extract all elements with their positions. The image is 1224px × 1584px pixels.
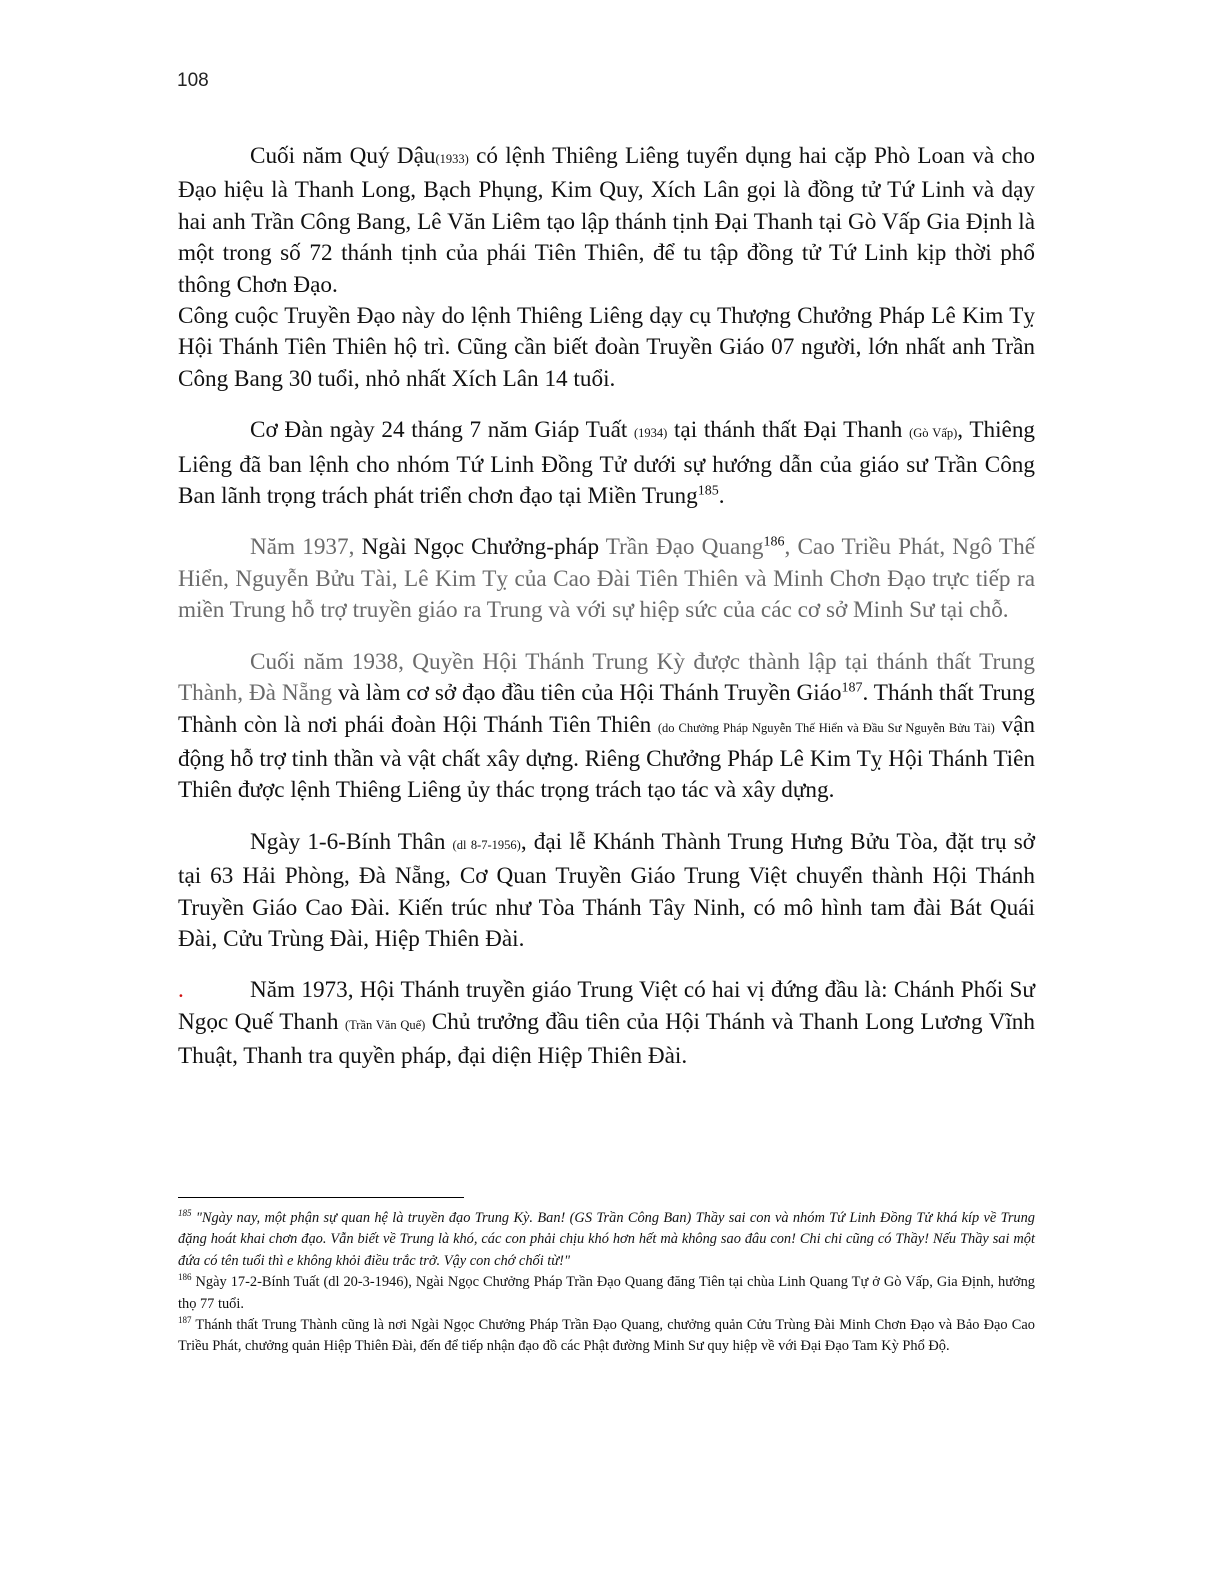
text-run: có lệnh Thiêng Liêng tuyển dụng hai cặp Phò Loan và cho Đạo hiệu là Thanh Long, Bạch Phụng, Kim Quy, Xích Lân gọi là đồng tử Tứ Linh và dạy hai anh Trần Công Bang, Lê Văn Liêm tạo lập thánh tịnh Đại Thanh tại Gò Vấp Gia Định là một trong số 72 thánh tịnh của phái Tiên Thiên, để tu tập đồng tử Tứ Linh kịp thời phổ thông Chơn Đạo. <box>178 143 1035 298</box>
text-run: Ngài Ngọc Chưởng-pháp <box>361 534 600 561</box>
body-text <box>178 141 1035 1073</box>
text-run: . Thánh thất Trung Thành còn là nơi phái đoàn Hội Thánh Tiên Thiên <box>178 680 1036 738</box>
footnote-number: 185 <box>178 1208 192 1219</box>
footnote-ref-186[interactable]: 186 <box>763 534 785 550</box>
footnote-187 <box>178 1315 1035 1358</box>
text-run: Ngày 1-6-Bính Thân <box>250 828 453 855</box>
name-note: (Trần Văn Quế) <box>344 1017 426 1032</box>
paragraph-1973 <box>178 975 1035 1072</box>
text-run: . <box>718 483 725 510</box>
footnote-separator <box>178 1197 464 1198</box>
paragraph-truyen-dao: Công cuộc Truyền Đạo này do lệnh Thiêng Liêng dạy cụ Thượng Chưởng Pháp Lê Kim Tỵ Hội Thánh Tiên Thiên hộ trì. Cũng cần biết đoàn Truyền Giáo 07 người, lớn nhất anh Trần Công Bang 30 tuổi, nhỏ nhất Xích Lân 14 tuổi. <box>178 303 1035 392</box>
footnote-186 <box>178 1272 1035 1315</box>
footnote-ref-187[interactable]: 187 <box>841 680 863 696</box>
footnote-185 <box>178 1208 1035 1272</box>
year-note: (1933) <box>435 152 469 166</box>
place-note: (Gò Vấp) <box>909 426 958 441</box>
footnote-ref-185[interactable]: 185 <box>697 483 719 499</box>
text-run: tại thánh thất Đại Thanh <box>667 417 910 444</box>
paragraph-1938 <box>178 647 1035 807</box>
text-run: Trần Đạo Quang <box>599 534 764 561</box>
footnotes <box>178 1208 1035 1358</box>
text-run: Năm 1973, Hội Thánh truyền giáo Trung Việt có hai vị đứng đầu là: Chánh Phối Sư Ngọc Quế Thanh <box>178 977 1035 1035</box>
date-note: (dl 8-7-1956) <box>452 837 521 852</box>
footnote-text: "Ngày nay, một phận sự quan hệ là truyền đạo Trung Kỳ. Ban! (GS Trần Công Ban) Thầy sai con và nhóm Tứ Linh Đồng Tử khá kíp về Trung đặng hoát khai chơn đạo. Vẫn biết về Trung là khó, các con phải chịu khó hơn hết mà không sao đâu con! Chi chi cũng có Thầy! Nếu Thầy sai một đứa có tên tuổi thì e không khỏi điều trắc trở. Vậy con chớ chối từ!" <box>178 1210 1035 1269</box>
text-run: Cuối năm Quý Dậu <box>250 143 436 169</box>
paragraph-1956 <box>178 827 1035 956</box>
paragraph-1933 <box>178 141 1035 301</box>
text-run: , Thiêng Liêng đã ban lệnh cho nhóm Tứ Linh Đồng Tử dưới sự hướng dẫn của giáo sư Trần Công Ban lãnh trọng trách phát triển chơn đạo tại Miền Trung <box>178 417 1036 510</box>
red-dot-mark: . <box>178 977 184 1004</box>
footnote-text: Ngày 17-2-Bính Tuất (dl 20-3-1946), Ngài Ngọc Chưởng Pháp Trần Đạo Quang đăng Tiên tại chùa Linh Quang Tự ở Gò Vấp, Gia Định, hưởng thọ 77 tuổi. <box>178 1274 1035 1312</box>
text-run: , đại lễ Khánh Thành Trung Hưng Bửu Tòa, đặt trụ sở tại 63 Hải Phòng, Đà Nẵng, Cơ Quan Truyền Giáo Trung Việt chuyển thành Hội Thánh Truyền Giáo Cao Đài. Kiến trúc như Tòa Thánh Tây Ninh, có mô hình tam đài Bát Quái Đài, Cửu Trùng Đài, Hiệp Thiên Đài. <box>178 828 1035 952</box>
text-run: Năm 1937, <box>250 534 362 561</box>
text-run: Chủ trưởng đầu tiên của Hội Thánh và Thanh Long Lương Vĩnh Thuật, Thanh tra quyền pháp, đại diện Hiệp Thiên Đài. <box>178 1008 1035 1070</box>
text-run: Cơ Đàn ngày 24 tháng 7 năm Giáp Tuất <box>250 417 634 444</box>
parenthetical-note: (do Chưởng Pháp Nguyễn Thế Hiển và Đầu Sư Nguyễn Bửu Tài) <box>657 720 995 735</box>
text-run: vận động hỗ trợ tinh thần và vật chất xây dựng. Riêng Chưởng Pháp Lê Kim Tỵ Hội Thánh Tiên Thiên được lệnh Thiêng Liêng ủy thác trọng trách tạo tác và xây dựng. <box>178 711 1035 804</box>
footnote-number: 187 <box>178 1315 192 1326</box>
text-run: , Cao Triều Phát, Ngô Thế Hiển, Nguyễn Bửu Tài, Lê Kim Tỵ của Cao Đài Tiên Thiên và Minh Chơn Đạo trực tiếp ra miền Trung hỗ trợ truyền giáo ra Trung và với sự hiệp sức của các cơ sở Minh Sư tại chỗ. <box>178 534 1035 624</box>
year-note: (1934) <box>633 426 668 441</box>
paragraph-1934 <box>178 415 1035 512</box>
footnote-number: 186 <box>178 1272 192 1283</box>
text-run: Cuối năm 1938, Quyền Hội Thánh Trung Kỳ được thành lập tại thánh thất Trung Thành, Đà Nẵng <box>178 648 1035 707</box>
paragraph-1937 <box>178 532 1035 626</box>
text-run: và làm cơ sở đạo đầu tiên của Hội Thánh Truyền Giáo <box>332 680 842 707</box>
page-number: 108 <box>177 70 209 91</box>
footnote-text: Thánh thất Trung Thành cũng là nơi Ngài Ngọc Chưởng Pháp Trần Đạo Quang, chưởng quản Cửu Trùng Đài Minh Chơn Đạo và Bảo Đạo Cao Triều Phát, chưởng quản Hiệp Thiên Đài, đến để tiếp nhận đạo đồ các Phật đường Minh Sư quy hiệp về với Đại Đạo Tam Kỳ Phổ Độ. <box>178 1317 1035 1355</box>
